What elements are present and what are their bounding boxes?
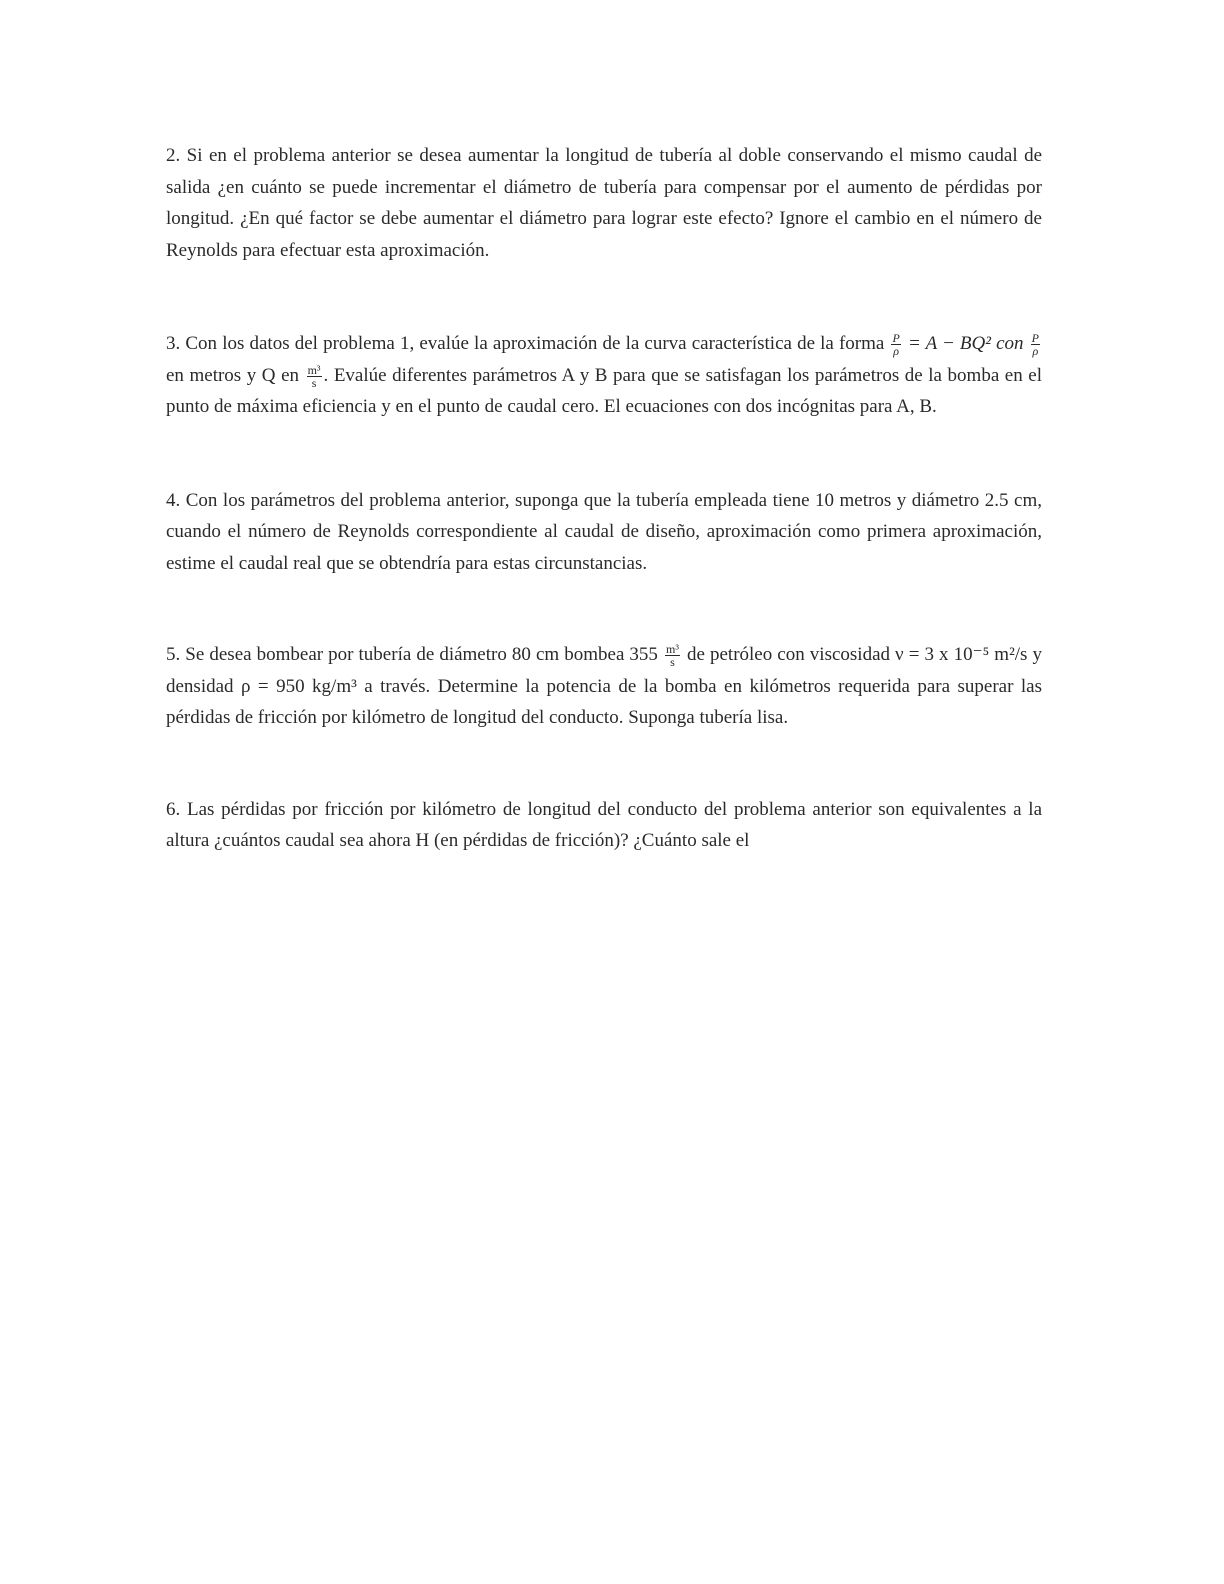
- fraction-numerator: m³: [666, 642, 679, 657]
- problem-3-text-before: 3. Con los datos del problema 1, evalúe la aproximación de la curva característica de la forma: [166, 333, 885, 354]
- fraction-denominator: ρ: [893, 344, 900, 359]
- problem-5: [166, 639, 1042, 734]
- fraction-numerator: m³: [307, 362, 321, 377]
- flow-unit-fraction: [307, 364, 322, 389]
- flow-unit-fraction: [665, 643, 680, 668]
- fraction-numerator: P: [892, 331, 900, 346]
- problem-3: [166, 328, 1042, 423]
- curve-equation: = A − BQ² con: [907, 333, 1024, 354]
- problem-5-text-after: de petróleo con viscosidad ν = 3 x 10⁻⁵ m²/s y densidad ρ = 950 kg/m³ a través. Determine la potencia de la bomba en kilómetros requerida para superar las pérdidas de fricción por kilómetro de longitud del conducto. Suponga tubería lisa.: [166, 644, 1042, 728]
- pressure-head-fraction-2: [1031, 332, 1040, 357]
- fraction-denominator: s: [670, 655, 675, 670]
- pressure-head-fraction: [891, 332, 900, 357]
- problem-4: 4. Con los parámetros del problema anterior, suponga que la tubería empleada tiene 10 metros y diámetro 2.5 cm, cuando el número de Reynolds correspondiente al caudal de diseño, aproximación como primera aproximación, estime el caudal real que se obtendría para estas circunstancias.: [166, 489, 1042, 574]
- problem-6: 6. Las pérdidas por fricción por kilómetro de longitud del conducto del problema anterior son equivalentes a la altura ¿cuántos caudal sea ahora H (en pérdidas de fricción)? ¿Cuánto sale el: [166, 798, 1042, 851]
- document-body: [166, 140, 1042, 857]
- fraction-denominator: s: [311, 375, 317, 390]
- problem-2: 2. Si en el problema anterior se desea aumentar la longitud de tubería al doble conservando el mismo caudal de salida ¿en cuánto se puede incrementar el diámetro de tubería para compensar por el aumento de pérdidas por longitud. ¿En qué factor se debe aumentar el diámetro para lograr este efecto? Ignore el cambio en el número de Reynolds para efectuar esta aproximación.: [166, 145, 1042, 261]
- problem-3-text-after: . Evalúe diferentes parámetros A y B para que se satisfagan los parámetros de la bomba en el punto de máxima eficiencia y en el punto de caudal cero. El ecuaciones con dos incógnitas para A, B.: [166, 364, 1042, 417]
- fraction-denominator: ρ: [1032, 344, 1039, 359]
- fraction-numerator: P: [1031, 331, 1040, 346]
- problem-3-text-mid: en metros y Q en: [166, 364, 300, 386]
- problem-5-text-before: 5. Se desea bombear por tubería de diámetro 80 cm bombea 355: [166, 644, 658, 665]
